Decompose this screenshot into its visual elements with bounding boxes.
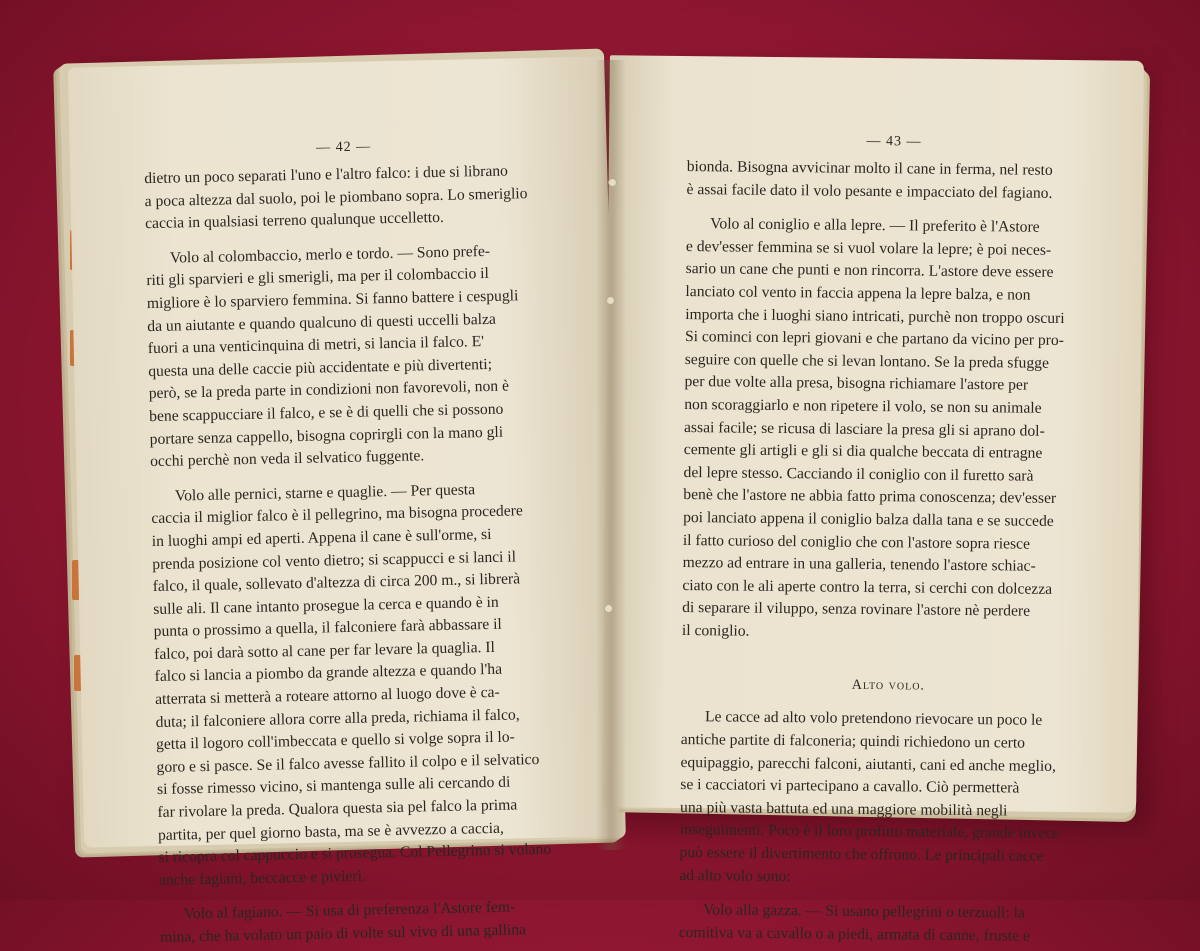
- page-number-right: — 43 —: [866, 133, 922, 150]
- left-page: [68, 56, 620, 946]
- paragraph: Volo alle pernici, starne e quaglie. — Per questa caccia il miglior falco è il pellegrino, ma bisogna procedere in luoghi ampi ed aperti. Appena il cane è sull'orme, si prenda posizione col vento dietro; si scappucci e si lanci il falco, il quale, sollevato d'altezza di circa 200 m., si librerà sulle ali. Il cane intanto prosegue la cerca e quando è in punta o prossimo a quella, il falconiere farà abbassare il falco, poi darà sotto al cane per far levare la quaglia. Il falco si lancia a piombo da grande altezza e quando l'ha atterrata si metterà a roteare attorno al luogo dove è ca- duta; il falconiere allora corre alla preda, richiama il falco, getta il logoro coll'imbeccata e quello si volge sopra il lo- goro e si pasce. Se il falco avesse fallito il colpo e il selvatico si fosse rimesso vicino, si mantenga sulle ali cercando di far rivolare la preda. Qualora questa sia pel falco la prima partita, per quel giorno basta, ma se è avvezzo a caccia, si ricopra col cappuccio e si prosegua. Col Pellegrino si volano anche fagiani, beccacce e pivieri.: [151, 480, 552, 889]
- paragraph: Volo alla gazza. — Si usano pellegrini o terzuoli: la comitiva va a cavallo o a piedi, armata di canne, fruste e: [678, 901, 1030, 945]
- paragraph: Volo al coniglio e alla lepre. — Il preferito è l'Astore e dev'esser femmina se si vuol volare la lepre; è poi neces- sario un cane che punti e non rincorra. L'astore deve essere lanciato col vento in faccia appena la lepre balza, e non importa che i luoghi siano intricati, purchè non troppo oscuri Si cominci con lepri giovani e che partano da vicino per pro- seguire con quelle che si levan lontano. Se la preda sfugge per due volte alla presa, bisogna richiamare l'astore per non scoraggiarlo e non ripetere il volo, se non su animale assai facile; se ricusa di lasciare la presa gli si aprano dol- cemente gli artigli e gli si dia qualche beccata di entragne del lepre stesso. Cacciando il coniglio con il furetto sarà benè che l'astore ne abbia fatto prima conoscenza; dev'esser poi lanciato appena il coniglio balza dalla tana e se succede il fatto curioso del coniglio che con l'astore sopra riesce mezzo ad entrare in una galleria, tenendo l'astore schiac- ciato con le ali aperte contro la terra, si cerchi con dolcezza di separare il viluppo, senza rovinare l'astore nè perdere il coniglio.: [681, 215, 1065, 640]
- staple-hole: [606, 296, 615, 305]
- paragraph: Volo al fagiano. — Si usa di preferenza l'Astore fem- mina, che ha volato un paio di volte sul vivo di una gallina: [159, 898, 527, 946]
- staple-hole: [608, 178, 617, 187]
- paragraph: dietro un poco separati l'uno e l'altro falco: i due si librano a poca altezza dal suolo, poi le piombano sopra. Lo smeriglio caccia in qualsiasi terreno qualunque uccelletto.: [144, 162, 528, 233]
- section-heading: Alto volo.: [851, 678, 926, 695]
- paragraph: bionda. Bisogna avvicinar molto il cane in ferma, nel resto è assai facile dato il volo pesante e impacciato del fagiano.: [686, 158, 1053, 202]
- page-number-left: — 42 —: [315, 139, 372, 156]
- right-page: [602, 55, 1144, 945]
- paragraph: Volo al colombaccio, merlo e tordo. — Sono prefe- riti gli sparvieri e gli smerigli, ma per il colombaccio il migliore è lo sparviero femmina. Si fanno battere i cespugli da un aiutante e quando qualcuno di questi uccelli balza fuori a una venticinquina di metri, si lancia il falco. E' questa una delle caccie più accidentate e più divertenti; però, se la preda parte in condizioni non favorevoli, non è bene scappucciare il falco, e se è di quelli che si possono portare senza cappello, bisogna coprirgli con la mano gli occhi perchè non veda il selvatico fuggente.: [146, 242, 519, 471]
- staple-hole: [604, 604, 613, 613]
- paragraph: Le cacce ad alto volo pretendono rievocare un poco le antiche partite di falconeria; quindi richiedono un certo equipaggio, parecchi falconi, aiutanti, cani ed anche meglio, se i cacciatori vi partecipano a cavallo. Ciò permetterà una più vasta battuta ed una maggiore mobilità negli inseguimenti. Poco è il loro profitto materiale, grande invece può essere il divertimento che offrono. Le principali cacce ad alto volo sono:: [679, 708, 1060, 885]
